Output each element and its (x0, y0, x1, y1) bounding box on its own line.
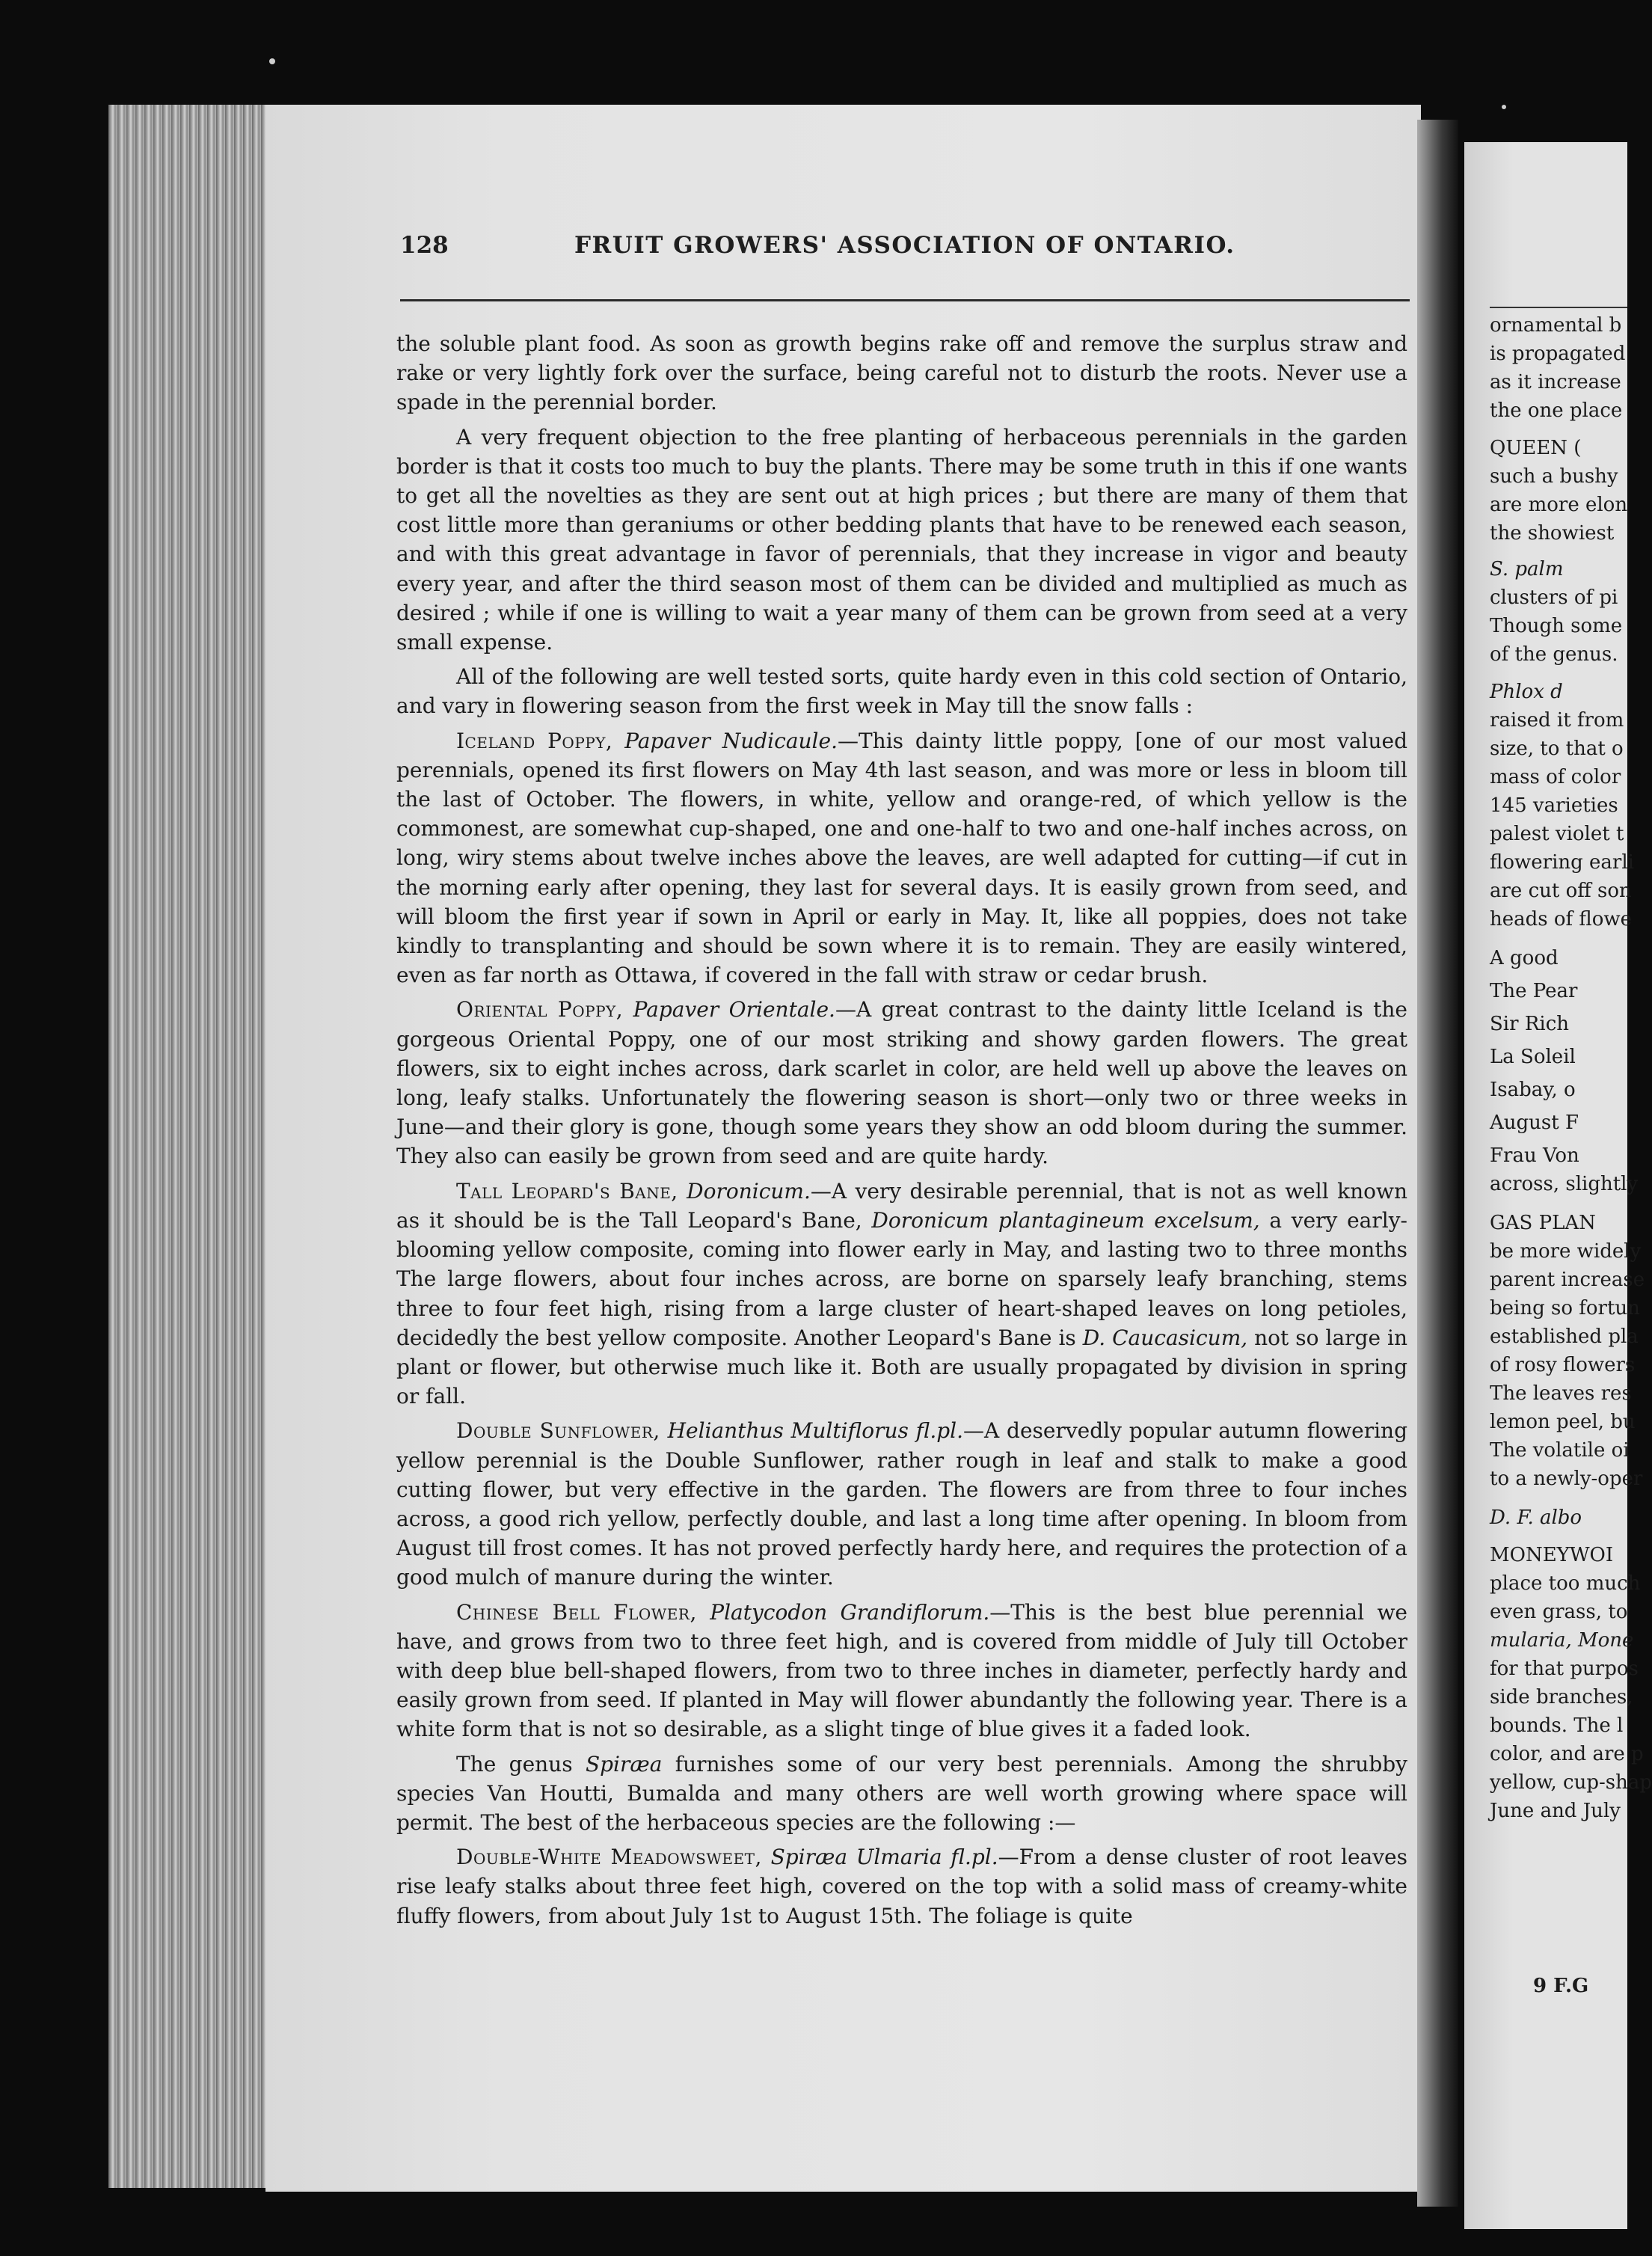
facing-page-column (1490, 307, 1652, 1997)
facing-page-line: S. palm (1490, 558, 1564, 580)
facing-page-line: Isabay, o (1490, 1079, 1576, 1101)
entry-text: furnishes some of our very best perennials. Among the shrubby species Van Houtti, Bumalda and many others are well worth growing where space will permit. The best of the herbaceous species are the following :— (396, 1751, 1407, 1835)
paragraph: the soluble plant food. As soon as growth begins rake off and remove the surplus straw and rake or very lightly fork over the surface, being careful not to disturb the roots. Never use a spade in the perennial border. (396, 331, 1407, 415)
entry-latin: Doronicum plantagineum excelsum, (871, 1207, 1260, 1233)
facing-page-line: even grass, to (1490, 1601, 1628, 1623)
facing-page-line: clusters of pi (1490, 586, 1618, 609)
facing-page-line: for that purpos (1490, 1658, 1639, 1680)
entry-name: Iceland Poppy, (456, 728, 613, 753)
facing-page-line: size, to that o (1490, 738, 1624, 760)
entry-leopards-bane (396, 1177, 1407, 1411)
entry-latin: Platycodon Grandiflorum. (710, 1599, 990, 1625)
entry-text: —From a dense cluster of root leaves rise leafy stalks about three feet high, covered on the top with a solid mass of creamy-white fluffy flowers, from about July 1st to August 15th. The foliage is quite (396, 1845, 1407, 1928)
entry-latin: D. Caucasicum, (1082, 1325, 1248, 1350)
entry-text: —A great contrast to the dainty little Iceland is the gorgeous Oriental Poppy, one of our most striking and showy garden flowers. The great flowers, six to eight inches across, dark scarlet in color, are held well up above the leaves on long, leafy stalks. Unfortunately the flowering season is short—only two or three weeks in June—and their glory is gone, though some years they show an odd bloom during the summer. They also can easily be grown from seed and are quite hardy. (396, 997, 1407, 1169)
entry-iceland-poppy (396, 726, 1407, 990)
facing-page-line: of the genus. (1490, 643, 1618, 666)
facing-page-line: place too much (1490, 1572, 1641, 1595)
entry-name: Double-White Meadowsweet, (456, 1845, 762, 1870)
paragraph: A very frequent objection to the free planting of herbaceous perennials in the garden border is that it costs too much to buy the plants. There may be some truth in this if one wants to get all the novelties as they are sent out at high prices ; but there are many of them that cost little more than geraniums or other bedding plants that have to be renewed each season, and with this great advantage in favor of perennials, that they increase in vigor and beauty every year, and after the third season most of them can be divided and multiplied as much as desired ; while if one is willing to wait a year many of them can be grown from seed at a very small expense. (396, 424, 1407, 655)
facing-page-line: bounds. The l (1490, 1714, 1624, 1737)
facing-page-line: 145 varieties (1490, 794, 1618, 817)
entry-name: Tall Leopard's Bane, (456, 1178, 678, 1204)
facing-page-line: Frau Von (1490, 1144, 1579, 1167)
facing-page-line: is propagated (1490, 343, 1626, 365)
facing-page-line: as it increase (1490, 371, 1621, 393)
facing-page-line: heads of flowe (1490, 908, 1633, 931)
running-head: FRUIT GROWERS' ASSOCIATION OF ONTARIO. (574, 232, 1235, 259)
facing-page-line: are cut off son (1490, 880, 1632, 902)
facing-page-line: being so fortun (1490, 1297, 1640, 1319)
facing-page-line: yellow, cup-shap (1490, 1771, 1652, 1794)
facing-page-line: across, slightly (1490, 1173, 1639, 1195)
facing-page-line: the showiest (1490, 522, 1615, 545)
facing-page-line: Though some (1490, 615, 1623, 637)
header-rule (400, 299, 1410, 301)
paragraph-spiraea (396, 1750, 1407, 1838)
facing-page-line: The leaves res (1490, 1382, 1632, 1405)
facing-page-line: are more elon (1490, 494, 1628, 516)
facing-page-line: such a bushy (1490, 465, 1618, 488)
entry-latin: Helianthus Multiflorus fl.pl. (667, 1418, 964, 1444)
entry-text: The genus (456, 1751, 586, 1777)
entry-chinese-bell-flower (396, 1598, 1407, 1744)
page-edge-stack (108, 105, 269, 2188)
facing-page-line: A good (1490, 947, 1559, 969)
facing-page-line: MONEYWOI (1490, 1544, 1614, 1566)
entry-latin: Papaver Orientale. (633, 997, 835, 1023)
book-spine-shadow (1417, 120, 1458, 2207)
facing-page-line: flowering earli (1490, 851, 1634, 874)
entry-text: not so large in plant or flower, but otherwise much like it. Both are usually propagated by division in spring or fall. (396, 1325, 1407, 1409)
facing-page-line: to a newly-oper (1490, 1468, 1643, 1490)
entry-oriental-poppy (396, 995, 1407, 1171)
facing-page-line: Phlox d (1490, 681, 1563, 703)
main-text-column (396, 329, 1407, 1936)
entry-text: a very early-blooming yellow composite, coming into flower early in May, and lasting two to three months The large flowers, about four inches across, are borne on sparsely leafy branching, stems three to four feet high, rising from a large cluster of heart-shaped leaves on long petioles, decidedly the best yellow composite. Another Leopard's Bane is (396, 1207, 1407, 1350)
facing-page-line: The Pear (1490, 980, 1578, 1002)
facing-page-line: QUEEN ( (1490, 437, 1582, 459)
entry-latin: Papaver Nudicaule. (624, 728, 838, 753)
entry-name: Chinese Bell Flower, (456, 1599, 697, 1625)
facing-page-line: mularia, Mone (1490, 1629, 1634, 1652)
facing-page-line: established pla (1490, 1325, 1639, 1348)
facing-page-line: La Soleil (1490, 1046, 1576, 1068)
facing-page-rule (1490, 307, 1627, 308)
facing-page-line: mass of color (1490, 766, 1621, 788)
facing-page-line: palest violet t (1490, 823, 1624, 845)
entry-text: —A very desirable perennial, that is not as well known as it should be is the Tall Leopard's Bane, (396, 1178, 1407, 1233)
entry-text: —This dainty little poppy, [one of our most valued perennials, opened its first flowers on May 4th last season, and was more or less in bloom till the last of October. The flowers, in white, yellow and orange-red, of which yellow is the commonest, are somewhat cup-shaped, one and one-half to two and one-half inches across, on long, wiry stems about twelve inches above the leaves, are well adapted for cutting—if cut in the morning early after opening, they last for several days. It is easily grown from seed, and will bloom the first year if sown in April or early in May. It, like all poppies, does not take kindly to transplanting and should be sown where it is to remain. They are easily wintered, even as far north as Ottawa, if covered in the fall with straw or cedar brush. (396, 728, 1408, 988)
dust-speck (269, 58, 275, 64)
page-header (400, 232, 1406, 269)
dust-speck (1502, 105, 1506, 109)
facing-page-line: The volatile oi (1490, 1439, 1630, 1462)
facing-page-line: August F (1490, 1112, 1579, 1134)
facing-page-line: ornamental b (1490, 314, 1622, 337)
entry-double-sunflower (396, 1416, 1407, 1592)
facing-page-line: color, and are p (1490, 1743, 1644, 1765)
signature-mark: 9 F.G (1533, 1975, 1589, 1997)
facing-page-line: parent increase (1490, 1269, 1645, 1291)
facing-page-line: raised it from (1490, 709, 1624, 732)
entry-latin: Spiræa Ulmaria fl.pl. (770, 1845, 998, 1870)
page-number: 128 (400, 232, 449, 259)
facing-page-line: Sir Rich (1490, 1013, 1570, 1035)
entry-name: Oriental Poppy, (456, 997, 624, 1023)
entry-latin: Spiræa (585, 1751, 663, 1777)
facing-page-line: June and July (1490, 1800, 1621, 1822)
entry-name: Double Sunflower, (456, 1418, 660, 1444)
facing-page-line: side branches, (1490, 1686, 1633, 1708)
facing-page-line: be more widely (1490, 1240, 1642, 1263)
facing-page-line: the one place (1490, 399, 1623, 422)
facing-page-line: D. F. albo (1490, 1506, 1582, 1529)
facing-page-line: of rosy flowers (1490, 1354, 1636, 1376)
facing-page-line: lemon peel, bu (1490, 1411, 1636, 1433)
entry-meadowsweet (396, 1842, 1407, 1931)
entry-text: —A deservedly popular autumn flowering yellow perennial is the Double Sunflower, rather rough in leaf and stalk to make a good cutting flower, but very effective in the garden. The flowers are from three to four inches across, a good rich yellow, perfectly double, and last a long time after opening. In bloom from August till frost comes. It has not proved perfectly hardy here, and requires the protection of a good mulch of manure during the winter. (396, 1418, 1408, 1590)
entry-text: —This is the best blue perennial we have, and grows from two to three feet high, and is covered from middle of July till October with deep blue bell-shaped flowers, from two to three inches in diameter, perfectly hardy and easily grown from seed. If planted in May will flower abundantly the following year. There is a white form that is not so desirable, as a slight tinge of blue gives it a faded look. (396, 1599, 1407, 1742)
facing-page-line: GAS PLAN (1490, 1212, 1596, 1234)
entry-latin: Doronicum. (687, 1178, 811, 1204)
paragraph: All of the following are well tested sorts, quite hardy even in this cold section of Ontario, and vary in flowering season from the first week in May till the snow falls : (396, 664, 1407, 719)
